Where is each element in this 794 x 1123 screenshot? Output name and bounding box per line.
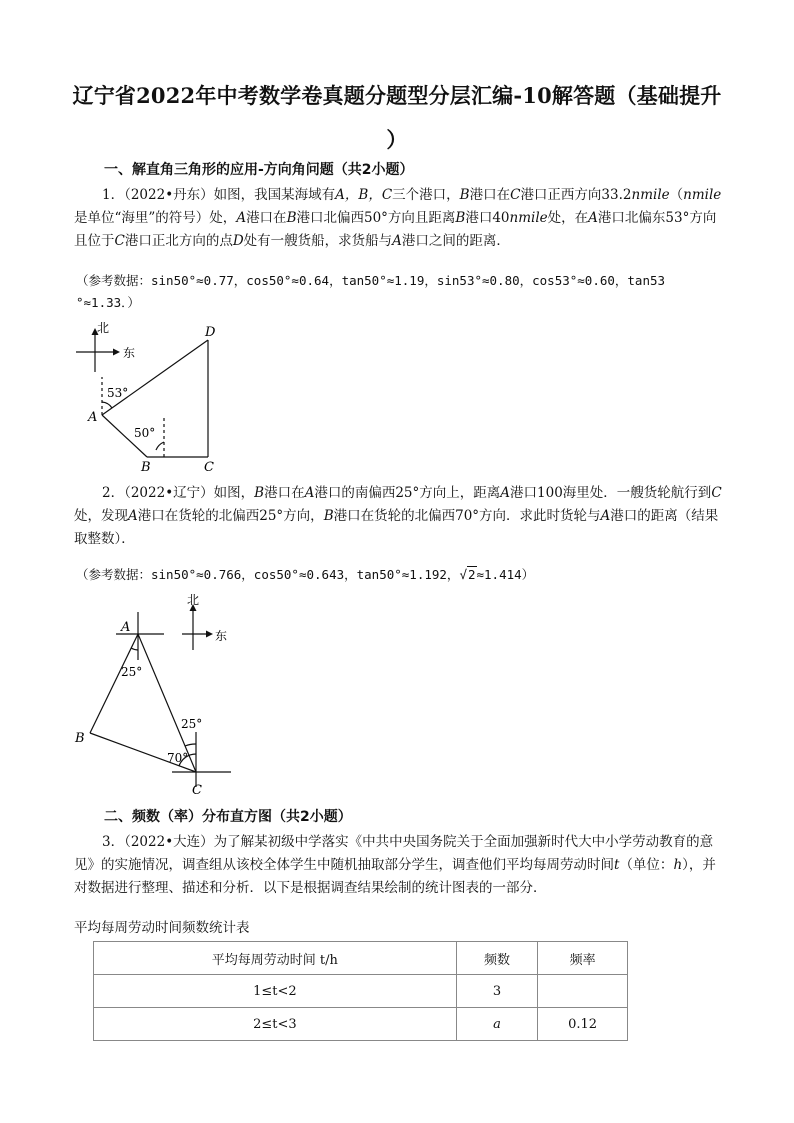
q1-text: 港口正北方向的点 [124,233,233,249]
q1-source: （2022•丹东） [124,187,214,203]
frequency-table [93,941,628,1041]
q1-var: B [286,210,297,226]
q2-text: 如图， [213,485,255,501]
q1-ref-line-1: （参考数据：sin50°≈0.77，cos50°≈0.64，tan50°≈1.19，sin53°≈0.80，cos53°≈0.60，tan53 [76,273,666,288]
q1-unit: nmile [683,187,722,203]
q2-var: A [600,508,611,524]
table-header-row [94,942,628,975]
q1-var: C [114,233,125,249]
point-label-A: A [88,410,98,425]
title-line-1: 辽宁省2022年中考数学卷真题分题型分层汇编-10解答题（基础提升 [72,83,722,108]
table-cell: 2≤t<3 [94,1008,457,1041]
q1-var: A，B，C [335,187,393,203]
q2-var: B [323,508,334,524]
q1-var: A [588,210,598,226]
segment-AB [90,634,138,733]
q1-figure [74,321,234,475]
table-cell: 1≤t<2 [94,975,457,1008]
q2-text: 港口在货轮的北偏西25°方向， [137,508,324,524]
q1-text: 港口之间的距离． [401,233,510,249]
section-heading-2: 二、频数（率）分布直方图（共2小题） [104,809,352,825]
q3-source: （2022•大连） [124,834,214,850]
question-3-text [74,831,724,900]
compass-arrow-right-icon [113,349,120,356]
q1-text: 三个港口， [392,187,460,203]
q3-var: t [614,857,620,873]
q1-var: C [510,187,521,203]
table-cell: a [456,1008,538,1041]
q2-var: A [304,485,315,501]
angle-label-A: 53° [107,386,129,400]
q1-text: 港口北偏东53°方向且位于 [74,210,717,249]
table-header-cell: 平均每周劳动时间 t/h [94,942,457,975]
compass-east-label: 东 [215,629,228,643]
section-heading-1: 一、解直角三角形的应用-方向角问题（共2小题） [104,162,414,178]
table-cell: 0.12 [538,1008,628,1041]
table-cell [538,975,628,1008]
sqrt-icon: √ [459,567,467,582]
q2-text: 港口在货轮的北偏西70°方向．求此时货轮与 [333,508,601,524]
table-caption: 平均每周劳动时间频数统计表 [74,920,250,936]
q2-ref-text: （参考数据：sin50°≈0.766，cos50°≈0.643，tan50°≈1.192， [76,567,460,582]
q1-text: 港口在 [469,187,511,203]
q3-number: 3． [102,834,125,850]
q2-ref-text: ≈1.414） [476,567,535,582]
q2-var: A [128,508,138,524]
q1-text: 处有一艘货船，求货船与 [243,233,393,249]
q1-var: D [232,233,244,249]
q3-text: 为了解某初级中学落实《中共中央国务院关于全面加强新时代大中小学劳动教育的意见》的实施情况，调查组从该校全体学生中随机抽取部分学生，调查他们平均每周劳动时间 [74,834,714,873]
q2-var: A [500,485,511,501]
table-header-cell: 频率 [538,942,628,975]
q1-ref-line-2: °≈1.33．） [76,295,140,310]
point-label-B: B [75,731,85,746]
q1-number: 1． [102,187,125,203]
q3-text: ），并对数据进行整理、描述和分析．以下是根据调查结果绘制的统计图表的一部分． [74,857,716,896]
q2-text: 处，发现 [74,508,128,524]
q2-source: （2022•辽宁） [124,485,214,501]
q1-text: 处，在 [547,210,589,226]
angle-label-C-top: 25° [181,717,203,731]
title-line-2: ） [386,127,408,152]
q2-var: B [254,485,265,501]
point-label-B: B [141,460,151,475]
compass-north-label: 北 [187,593,200,607]
angle-arc-A [131,648,138,650]
q1-text: （ [669,187,684,203]
angle-label-A: 25° [121,665,143,679]
question-2-text [74,482,724,551]
compass-arrow-right-icon [206,631,213,638]
question-1-text [74,184,724,253]
q1-var: B [459,187,470,203]
table-row [94,1008,628,1041]
document-title [40,74,754,162]
q2-var: C [711,485,722,501]
table-header-cell: 频数 [456,942,538,975]
q3-text: （单位： [619,857,674,873]
q1-text: 如图，我国某海域有 [213,187,336,203]
point-label-C: C [204,460,214,475]
q1-unit: nmile [509,210,548,226]
q1-text: 港口40 [465,210,510,226]
q1-text: 港口北偏西50°方向且距离 [296,210,456,226]
q1-text: 港口在 [246,210,287,226]
compass-east-label: 东 [123,346,136,360]
q1-reference-data [76,270,726,314]
q2-ref-sqrt: 2 [467,567,476,582]
table-cell: 3 [456,975,538,1008]
q2-text: 港口在 [264,485,305,501]
q1-text: 港口正西方向33.2 [520,187,632,203]
q3-var: h [673,857,683,873]
compass-north-label: 北 [97,321,110,335]
q2-figure [74,592,244,797]
point-label-D: D [205,325,216,340]
q1-var: B [455,210,466,226]
q2-reference-data [76,564,726,586]
q2-text: 港口的南偏西25°方向上，距离 [314,485,501,501]
angle-arc-C-top [185,744,196,746]
angle-arc-B [156,442,164,450]
q2-text: 港口100海里处．一艘货轮航行到 [510,485,712,501]
angle-label-B: 50° [134,426,156,440]
table-row [94,975,628,1008]
q1-var: A [392,233,402,249]
q1-unit: nmile [631,187,670,203]
angle-label-C-left: 70° [167,751,189,765]
angle-arc-A [102,402,112,408]
point-label-C: C [192,783,202,798]
q1-text: 是单位“海里”的符号）处， [74,210,237,226]
q2-text: 港口的距离（结果取整数）． [74,508,719,547]
point-label-A: A [121,620,131,635]
q1-var: A [236,210,247,226]
q2-number: 2． [102,485,125,501]
